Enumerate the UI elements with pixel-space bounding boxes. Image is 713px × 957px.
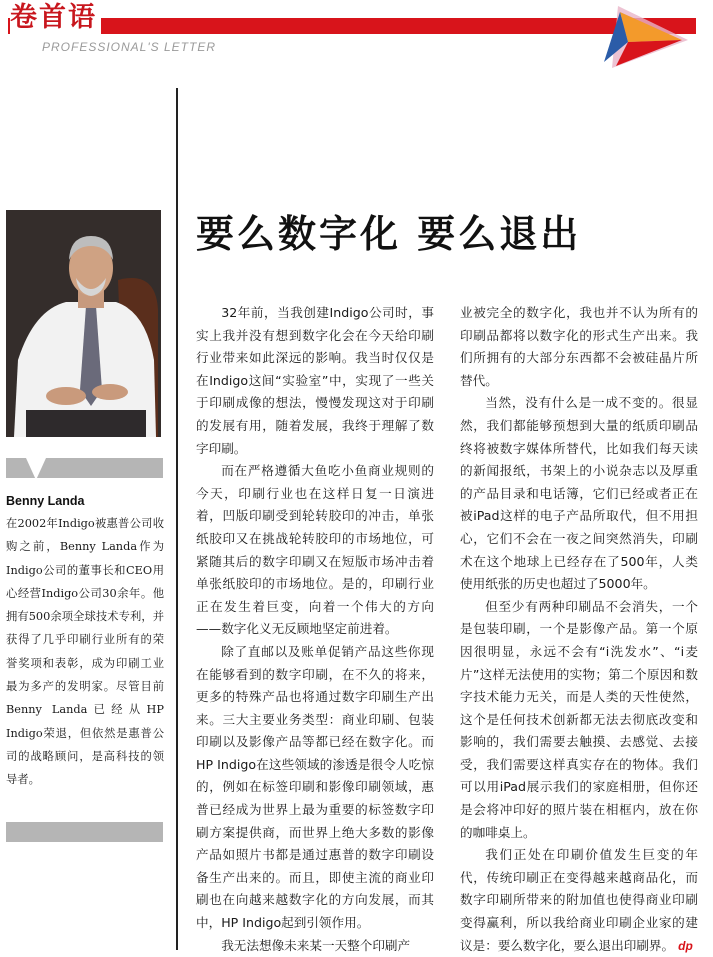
article-headline: 要么数字化 要么退出 <box>196 211 582 256</box>
article-paragraph-last <box>460 844 698 957</box>
portrait-photo <box>6 210 161 437</box>
article-paragraph: 32年前，当我创建Indigo公司时，事实上我并没有想到数字化会在今天给印刷行业带来如此深远的影响。我当时仅仅是在Indigo这间“实验室”中，实现了一些关于印刷成像的想法，慢慢发现这对于印刷的发展有用，随着发展，我终于理解了数字印刷。 <box>196 305 434 456</box>
article-paragraph: 当然，没有什么是一成不变的。很显然，我们都能够预想到大量的纸质印刷品终将被数字媒体所替代，比如我们每天读的新闻报纸，书架上的小说杂志以及厚重的产品目录和电话簿，它们已经或者正在被iPad这样的电子产品所取代，但不用担心，它们不会在一夜之间突然消失，印刷术在这个地球上已经存在了500年，人类使用纸张的历史也超过了5000年。 <box>460 395 698 592</box>
section-title: 卷首语 <box>10 2 101 34</box>
article-paragraph: 但至少有两种印刷品不会消失，一个是包装印刷，一个是影像产品。第一个原因很明显，永远不会有“i洗发水”、“i麦片”这样无法使用的实物；第二个原因和数字技术能力无关，而是人类的天性使然，这个是任何技术创新都无法去彻底改变和影响的，我们需要去触摸、去感觉、去接受，我们需要这样真实存在的物体。我们可以用iPad展示我们的家庭相册，但你还是会将冲印好的照片装在相框内，放在你的咖啡桌上。 <box>460 598 698 840</box>
article-paragraph: 除了直邮以及账单促销产品这些你现在能够看到的数字印刷，在不久的将来，更多的特殊产品也将通过数字印刷生产出来。三大主要业务类型：商业印刷、包装印刷以及影像产品等都已经在数字化。而HP Indigo在这些领域的渗透是很令人吃惊的，例如在标签印刷和影像印刷领域，惠普已经成为世界上最为重要的标签数字印刷方案提供商，而世界上绝大多数的影像产品如照片书都是通过惠普的数字印刷设备生产出来的。而且，即使主流的商业印刷也在向越来越数字化的方向发展，而其中，HP Indigo起到引领作用。 <box>196 643 434 931</box>
profile-bio: 在2002年Indigo被惠普公司收购之前，Benny Landa作为Indigo公司的董事长和CEO用心经营Indigo公司30余年。他拥有500余项全球技术专利，并获得了几乎印刷行业所有的荣誉奖项和表彰，成为印刷工业最为多产的发明家。尽管目前Benny Landa已经从HP Indigo荣退，但依然是惠普公司的战略顾问，是高科技的领导者。 <box>6 517 164 787</box>
column-divider <box>176 88 178 950</box>
header-decoration-icon <box>598 2 690 72</box>
end-mark-logo: dp <box>678 938 693 953</box>
profile-gray-bar-bottom <box>6 822 163 842</box>
article-column-2 <box>460 302 698 957</box>
article-paragraph-text: 我们正处在印刷价值发生巨变的年代，传统印刷正在变得越来越商品化，而数字印刷所带来的附加值也使得商业印刷变得赢利，所以我给商业印刷企业家的建议是：要么数字化，要么退出印刷界。 <box>460 847 698 953</box>
article-paragraph-continued: 业被完全的数字化，我也并不认为所有的印刷品都将以数字化的形式生产出来。我们所拥有的大部分东西都不会被硅晶片所替代。 <box>460 305 698 388</box>
header-red-bar <box>8 18 696 34</box>
article-paragraph: 而在严格遵循大鱼吃小鱼商业规则的今天，印刷行业也在这样日复一日演进着，凹版印刷受到轮转胶印的冲击，单张纸胶印又在挑战轮转胶印的市场地位，可紧随其后的数字印刷又在短版市场冲击着单张纸胶印的市场地位。是的，印刷行业正在发生着巨变，向着一个伟大的方向——数字化义无反顾地坚定前进着。 <box>196 463 434 637</box>
article-paragraph: 我无法想像未来某一天整个印刷产 <box>221 937 411 953</box>
article-column-1 <box>196 302 434 957</box>
section-subtitle: PROFESSIONAL'S LETTER <box>42 40 216 54</box>
profile-notch <box>26 458 46 480</box>
profile-name: Benny Landa <box>6 494 85 508</box>
